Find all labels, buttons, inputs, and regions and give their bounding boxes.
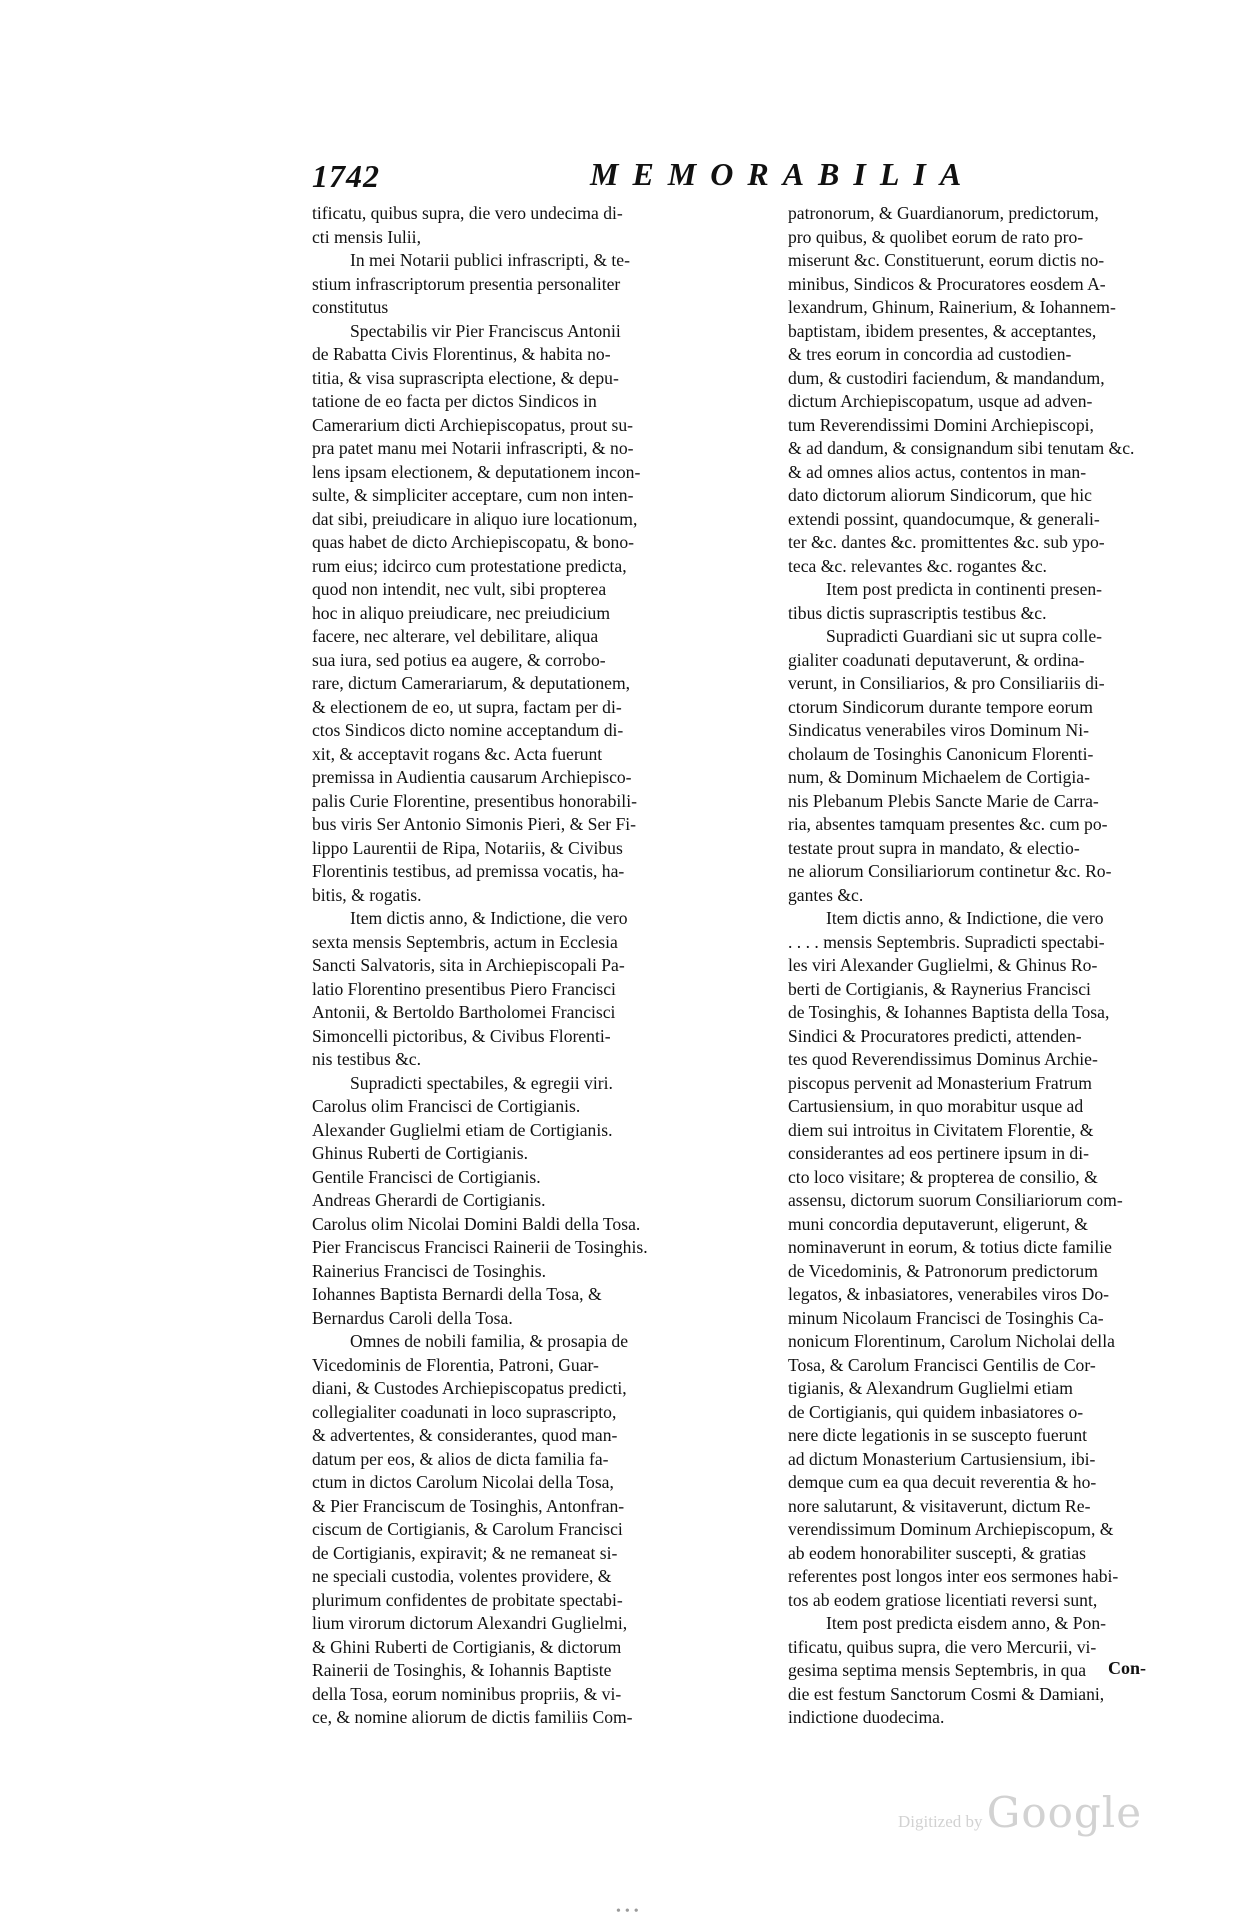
text-line: Antonii, & Bertoldo Bartholomei Francisci: [312, 1002, 616, 1022]
text-line: Carolus olim Nicolai Domini Baldi della Tosa.: [312, 1213, 641, 1234]
text-line: ctos Sindicos dicto nomine acceptandum di-: [312, 720, 624, 740]
text-line: lexandrum, Ghinum, Rainerium, & Iohannem-: [788, 297, 1116, 317]
text-line: patronorum, & Guardianorum, predictorum,: [788, 203, 1099, 223]
text-line: Item post predicta in continenti presen-: [826, 579, 1103, 599]
text-line: de Cortigianis, qui quidem inbasiatores o-: [788, 1401, 1084, 1422]
text-line: latio Florentino presentibus Piero Francisci: [312, 978, 616, 999]
text-line: xit, & acceptavit rogans &c. Acta fuerunt: [312, 743, 603, 764]
text-line: legatos, & inbasiatores, venerabiles viros Do-: [788, 1284, 1110, 1304]
text-line: nis Plebanum Plebis Sancte Marie de Carra-: [788, 790, 1099, 811]
text-line: gesima septima mensis Septembris, in qua: [788, 1660, 1087, 1680]
digitization-watermark: [898, 1788, 1142, 1837]
text-line: & electionem de eo, ut supra, factam per di-: [312, 696, 622, 717]
text-line: gialiter coadunati deputaverunt, & ordina-: [788, 649, 1085, 670]
text-line: Cartusiensium, in quo morabitur usque ad: [788, 1096, 1084, 1116]
text-line: extendi possint, quandocumque, & generali-: [788, 508, 1100, 529]
catchword: Con-: [1108, 1658, 1147, 1678]
text-line: testate prout supra in mandato, & electio-: [788, 837, 1080, 858]
text-line: sulte, & simpliciter acceptare, cum non inten-: [312, 485, 634, 505]
text-line: sua iura, sed potius ea augere, & corrobo-: [312, 649, 606, 670]
text-line: Omnes de nobili familia, & prosapia de: [350, 1331, 629, 1351]
text-line: della Tosa, eorum nominibus propriis, & vi-: [312, 1683, 622, 1704]
text-line: Supradicti spectabiles, & egregii viri.: [350, 1072, 613, 1093]
text-line: tificatu, quibus supra, die vero undecima di-: [312, 203, 623, 223]
text-line: ctum in dictos Carolum Nicolai della Tosa,: [312, 1472, 614, 1492]
text-line: ne speciali custodia, volentes providere, &: [312, 1566, 612, 1586]
text-line: lens ipsam electionem, & deputationem incon-: [312, 461, 641, 482]
text-line: diani, & Custodes Archiepiscopatus predicti,: [312, 1378, 627, 1398]
text-line: verendissimum Dominum Archiepiscopum, &: [788, 1519, 1114, 1539]
text-line: Bernardus Caroli della Tosa.: [312, 1307, 513, 1328]
text-line: palis Curie Florentine, presentibus honorabili-: [312, 790, 637, 811]
text-line: bus viris Ser Antonio Simonis Pieri, & Ser Fi-: [312, 814, 637, 834]
text-line: ce, & nomine aliorum de dictis familiis Com-: [312, 1707, 633, 1727]
text-line: ter &c. dantes &c. promittentes &c. sub ypo-: [788, 532, 1105, 552]
text-line: tigianis, & Alexandrum Guglielmi etiam: [788, 1378, 1073, 1398]
page-number: 1742: [312, 158, 380, 194]
text-line: tibus dictis suprascriptis testibus &c.: [788, 602, 1047, 623]
text-line: ciscum de Cortigianis, & Carolum Francisci: [312, 1519, 623, 1539]
text-line: nominaverunt in eorum, & totius dicte familie: [788, 1237, 1112, 1257]
text-line: cti mensis Iulii,: [312, 226, 421, 247]
text-line: Carolus olim Francisci de Cortigianis.: [312, 1096, 581, 1116]
text-line: baptistam, ibidem presentes, & acceptantes,: [788, 320, 1097, 341]
text-line: ad dictum Monasterium Cartusiensium, ibi-: [788, 1448, 1096, 1469]
text-line: collegialiter coadunati in loco suprascripto,: [312, 1401, 617, 1422]
text-line: Rainerius Francisci de Tosinghis.: [312, 1260, 546, 1281]
text-line: Rainerii de Tosinghis, & Iohannis Baptiste: [312, 1660, 612, 1680]
text-line: ctorum Sindicorum durante tempore eorum: [788, 696, 1093, 717]
text-line: Vicedominis de Florentia, Patroni, Guar-: [312, 1354, 599, 1375]
text-line: Andreas Gherardi de Cortigianis.: [312, 1190, 546, 1210]
text-line: diem sui introitus in Civitatem Florentie, &: [788, 1119, 1094, 1140]
text-line: Tosa, & Carolum Francisci Gentilis de Cor-: [788, 1354, 1096, 1375]
text-line: Alexander Guglielmi etiam de Cortigianis.: [312, 1119, 613, 1140]
left-column: [312, 202, 732, 1730]
text-line: tos ab eodem gratiose licentiati reversi sunt,: [788, 1589, 1098, 1610]
text-line: Florentinis testibus, ad premissa vocatis, ha-: [312, 861, 625, 881]
bottom-marks: •••: [616, 1904, 643, 1919]
text-line: & Pier Franciscum de Tosinghis, Antonfran-: [312, 1495, 625, 1516]
text-line: de Tosinghis, & Iohannes Baptista della Tosa,: [788, 1002, 1110, 1022]
text-line: ab eodem honorabiliter suscepti, & gratias: [788, 1542, 1087, 1563]
running-head: MEMORABILIA: [590, 156, 976, 192]
text-line: piscopus pervenit ad Monasterium Fratrum: [788, 1072, 1092, 1093]
watermark-brand: Google: [986, 1788, 1143, 1837]
text-line: quod non intendit, nec vult, sibi propterea: [312, 579, 607, 599]
right-column: [788, 202, 1212, 1730]
text-line: . . . . mensis Septembris. Supradicti spectabi-: [788, 931, 1105, 952]
text-line: quas habet de dicto Archiepiscopatu, & bono-: [312, 532, 634, 552]
text-line: & tres eorum in concordia ad custodien-: [788, 344, 1072, 364]
text-line: de Rabatta Civis Florentinus, & habita no-: [312, 344, 611, 364]
text-line: referentes post longos inter eos sermones habi-: [788, 1566, 1119, 1586]
text-line: nis testibus &c.: [312, 1049, 421, 1069]
text-line: Supradicti Guardiani sic ut supra colle-: [826, 626, 1103, 646]
text-line: cto loco visitare; & propterea de consilio, &: [788, 1166, 1098, 1187]
text-line: assensu, dictorum suorum Consiliariorum com-: [788, 1190, 1123, 1210]
text-line: dictum Archiepiscopatum, usque ad adven-: [788, 391, 1093, 411]
text-line: tum Reverendissimi Domini Archiepiscopi,: [788, 414, 1094, 435]
text-line: cholaum de Tosinghis Canonicum Florenti-: [788, 743, 1094, 764]
text-line: Sindici & Procuratores predicti, attenden-: [788, 1025, 1082, 1046]
text-line: dat sibi, preiudicare in aliquo iure locationum,: [312, 508, 638, 529]
text-line: Pier Franciscus Francisci Rainerii de Tosinghis.: [312, 1237, 648, 1257]
text-line: constitutus: [312, 297, 389, 317]
text-line: dum, & custodiri faciendum, & mandandum,: [788, 367, 1105, 388]
text-line: & Ghini Ruberti de Cortigianis, & dictorum: [312, 1636, 622, 1657]
text-line: de Vicedominis, & Patronorum predictorum: [788, 1260, 1098, 1281]
text-line: num, & Dominum Michaelem de Cortigia-: [788, 767, 1090, 787]
text-line: Item dictis anno, & Indictione, die vero: [826, 908, 1104, 928]
text-line: rum eius; idcirco cum protestatione predicta,: [312, 555, 627, 576]
text-line: hoc in aliquo preiudicare, nec preiudicium: [312, 602, 611, 623]
text-line: de Cortigianis, expiravit; & ne remaneat si-: [312, 1542, 618, 1563]
text-line: Simoncelli pictoribus, & Civibus Florenti-: [312, 1025, 611, 1046]
text-line: considerantes ad eos pertinere ipsum in di-: [788, 1143, 1089, 1163]
watermark-prefix: Digitized by: [898, 1812, 983, 1831]
text-line: Sancti Salvatoris, sita in Archiepiscopali Pa-: [312, 955, 625, 975]
text-line: indictione duodecima.: [788, 1707, 945, 1727]
text-line: pra patet manu mei Notarii infrascripti, & no-: [312, 438, 634, 458]
text-line: Item post predicta eisdem anno, & Pon-: [826, 1613, 1106, 1633]
text-line: plurimum confidentes de probitate spectabi-: [312, 1589, 623, 1610]
text-line: Ghinus Ruberti de Cortigianis.: [312, 1143, 528, 1163]
text-line: minibus, Sindicos & Procuratores eosdem A-: [788, 273, 1106, 294]
text-line: facere, nec alterare, vel debilitare, aliqua: [312, 626, 599, 646]
text-line: & advertentes, & considerantes, quod man-: [312, 1425, 618, 1445]
text-line: Sindicatus venerabiles viros Dominum Ni-: [788, 720, 1090, 740]
text-line: lippo Laurentii de Ripa, Notariis, & Civibus: [312, 837, 623, 858]
text-line: & ad omnes alios actus, contentos in man-: [788, 461, 1087, 482]
text-line: ria, absentes tamquam presentes &c. cum po-: [788, 814, 1108, 834]
text-line: bitis, & rogatis.: [312, 884, 422, 905]
text-line: dato dictorum aliorum Sindicorum, que hic: [788, 485, 1092, 505]
text-line: muni concordia deputaverunt, eligerunt, &: [788, 1213, 1088, 1234]
text-line: datum per eos, & alios de dicta familia fa-: [312, 1448, 609, 1469]
text-line: Gentile Francisci de Cortigianis.: [312, 1166, 541, 1187]
text-line: teca &c. relevantes &c. rogantes &c.: [788, 555, 1047, 576]
text-line: & ad dandum, & consignandum sibi tenutam &c.: [788, 438, 1135, 458]
text-line: Item dictis anno, & Indictione, die vero: [350, 908, 628, 928]
text-line: berti de Cortigianis, & Raynerius Francisci: [788, 978, 1091, 999]
text-line: lium virorum dictorum Alexandri Guglielmi,: [312, 1613, 628, 1633]
text-line: titia, & visa suprascripta electione, & depu-: [312, 367, 619, 388]
text-line: nore salutarunt, & visitaverunt, dictum Re-: [788, 1495, 1091, 1516]
text-line: Camerarium dicti Archiepiscopatus, prout su-: [312, 414, 634, 435]
text-line: stium infrascriptorum presentia personaliter: [312, 273, 621, 294]
text-line: tatione de eo facta per dictos Sindicos in: [312, 391, 597, 411]
text-line: gantes &c.: [788, 884, 864, 905]
text-line: nere dicte legationis in se suscepto fuerunt: [788, 1425, 1087, 1445]
text-line: nonicum Florentinum, Carolum Nicholai della: [788, 1331, 1115, 1351]
text-line: minum Nicolaum Francisci de Tosinghis Ca-: [788, 1307, 1104, 1328]
text-line: les viri Alexander Guglielmi, & Ghinus Ro-: [788, 955, 1098, 975]
text-line: pro quibus, & quolibet eorum de rato pro-: [788, 226, 1084, 247]
text-line: premissa in Audientia causarum Archiepisco-: [312, 767, 632, 787]
text-line: tificatu, quibus supra, die vero Mercurii, vi-: [788, 1636, 1097, 1657]
text-line: miserunt &c. Constituerunt, eorum dictis no-: [788, 250, 1105, 270]
text-line: Spectabilis vir Pier Franciscus Antonii: [350, 320, 621, 341]
text-line: demque cum ea qua decuit reverentia & ho-: [788, 1472, 1097, 1492]
text-line: verunt, in Consiliarios, & pro Consiliariis di-: [788, 673, 1105, 693]
text-line: die est festum Sanctorum Cosmi & Damiani,: [788, 1683, 1105, 1704]
text-line: tes quod Reverendissimus Dominus Archie-: [788, 1049, 1098, 1069]
text-line: In mei Notarii publici infrascripti, & te-: [350, 250, 630, 270]
text-line: sexta mensis Septembris, actum in Ecclesia: [312, 931, 618, 952]
text-line: ne aliorum Consiliariorum continetur &c. Ro-: [788, 861, 1112, 881]
text-line: Iohannes Baptista Bernardi della Tosa, &: [312, 1284, 602, 1304]
text-line: rare, dictum Camerariarum, & deputationem,: [312, 673, 631, 693]
